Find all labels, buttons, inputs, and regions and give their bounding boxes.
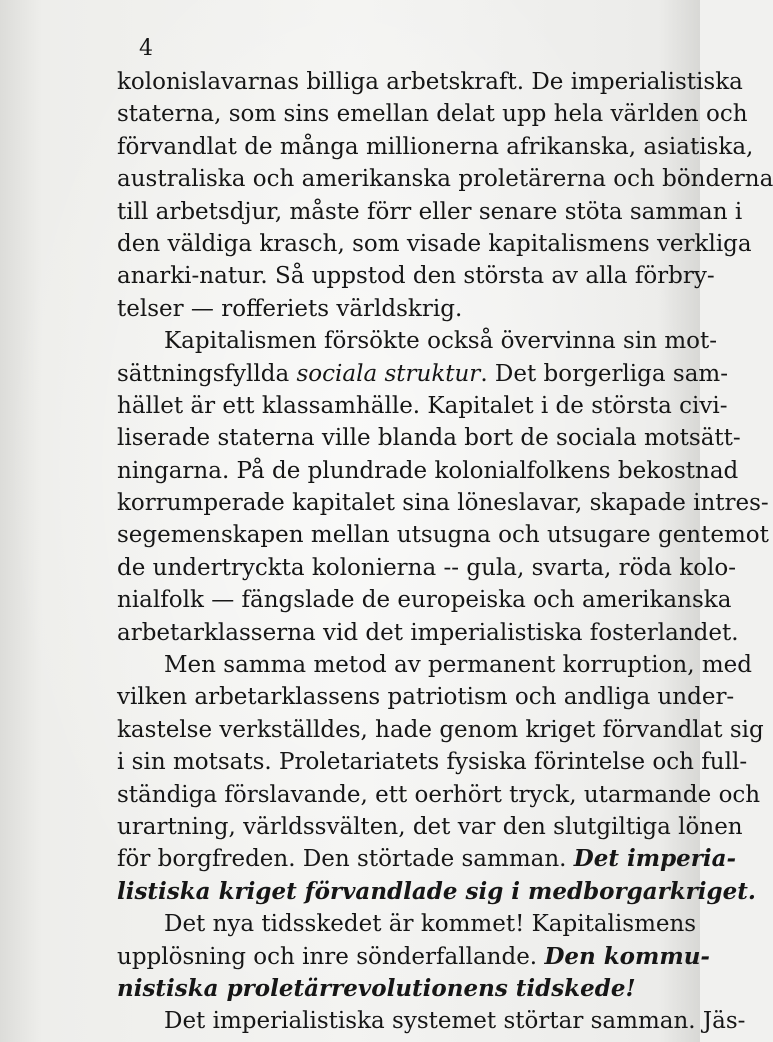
emphasized-text: Det imperia- <box>573 845 737 873</box>
text-line <box>117 746 748 778</box>
text-segment: arbetarklasserna vid det imperialistiska fosterlandet. <box>117 619 739 646</box>
text-line <box>117 390 728 422</box>
text-line <box>117 455 739 487</box>
text-segment: ningarna. På de plundrade kolonialfolkens bekostnad <box>117 457 739 484</box>
text-segment: för borgfreden. Den störtade samman. <box>117 846 574 873</box>
text-segment: urartning, världssvälten, det var den slutgiltiga lönen <box>117 813 743 840</box>
emphasized-text: sociala struktur <box>296 360 481 387</box>
text-line <box>117 681 735 713</box>
text-segment: de undertryckta kolonierna -- gula, svarta, röda kolo- <box>117 554 737 581</box>
text-line <box>117 1005 746 1037</box>
text-line <box>117 196 743 228</box>
text-line <box>117 552 737 584</box>
text-segment: förvandlat de många millionerna afrikanska, asiatiska, <box>117 133 754 160</box>
text-segment: kastelse verkställdes, hade genom kriget förvandlat sig <box>117 716 764 743</box>
page-number: 4 <box>139 36 153 61</box>
emphasized-text: listiska kriget förvandlade sig i medborgarkriget. <box>117 877 756 905</box>
text-segment: kolonislavarnas billiga arbetskraft. De imperialistiska <box>117 69 743 95</box>
text-segment: . Det borgerliga sam- <box>480 360 728 387</box>
text-segment: den väldiga krasch, som visade kapitalismens verkliga <box>117 230 752 257</box>
text-segment: Kapitalismen försökte också övervinna sin mot- <box>164 328 717 355</box>
text-segment: korrumperade kapitalet sina löneslavar, skapade intres- <box>117 490 769 517</box>
emphasized-text: Den kommu- <box>544 942 710 970</box>
text-line <box>117 584 732 616</box>
text-line <box>117 519 769 551</box>
text-line <box>117 876 756 908</box>
text-line <box>117 779 761 811</box>
text-segment: hället är ett klassamhälle. Kapitalet i de största civi- <box>117 392 728 419</box>
text-segment: telser — rofferiets världskrig. <box>117 295 463 322</box>
text-line <box>117 358 728 390</box>
text-line <box>117 228 752 260</box>
text-segment: staterna, som sins emellan delat upp hela världen och <box>117 101 748 128</box>
text-line <box>117 649 752 681</box>
text-segment: ständiga förslavande, ett oerhört tryck, utarmande och <box>117 781 761 808</box>
text-segment: segemenskapen mellan utsugna och utsugare gentemot <box>117 522 769 549</box>
text-segment: anarki-natur. Så uppstod den största av alla förbry- <box>117 263 715 290</box>
text-line <box>117 487 769 519</box>
text-line <box>117 131 754 163</box>
text-segment: Det nya tidsskedet är kommet! Kapitalismens <box>164 911 697 938</box>
body-text <box>117 66 773 1038</box>
text-segment: sättningsfyllda <box>117 360 297 387</box>
text-line <box>117 908 697 940</box>
emphasized-text: nistiska proletärrevolutionens tidskede! <box>117 974 636 1002</box>
text-segment: i sin motsats. Proletariatets fysiska förintelse och full- <box>117 749 748 776</box>
text-segment: Men samma metod av permanent korruption, med <box>164 652 752 679</box>
text-line <box>117 617 739 649</box>
text-line <box>117 973 656 1005</box>
text-line <box>117 163 773 195</box>
text-segment: upplösning och inre sönderfallande. <box>117 943 545 970</box>
text-line <box>117 422 741 454</box>
text-segment: till arbetsdjur, måste förr eller senare stöta samman i <box>117 198 743 225</box>
text-segment: Det imperialistiska systemet störtar samman. Jäs- <box>164 1008 746 1035</box>
text-segment: vilken arbetarklassens patriotism och andliga under- <box>117 684 735 711</box>
text-line <box>117 260 715 292</box>
text-segment: liserade staterna ville blanda bort de sociala motsätt- <box>117 425 741 452</box>
text-line <box>117 66 743 98</box>
text-line <box>117 843 737 875</box>
text-line <box>117 325 717 357</box>
text-segment: nialfolk — fängslade de europeiska och amerikanska <box>117 587 732 614</box>
text-segment: australiska och amerikanska proletärerna och bönderna <box>117 166 773 193</box>
text-line <box>117 941 710 973</box>
text-line <box>117 98 748 130</box>
text-line <box>117 714 764 746</box>
text-line <box>117 293 656 325</box>
text-line <box>117 811 743 843</box>
